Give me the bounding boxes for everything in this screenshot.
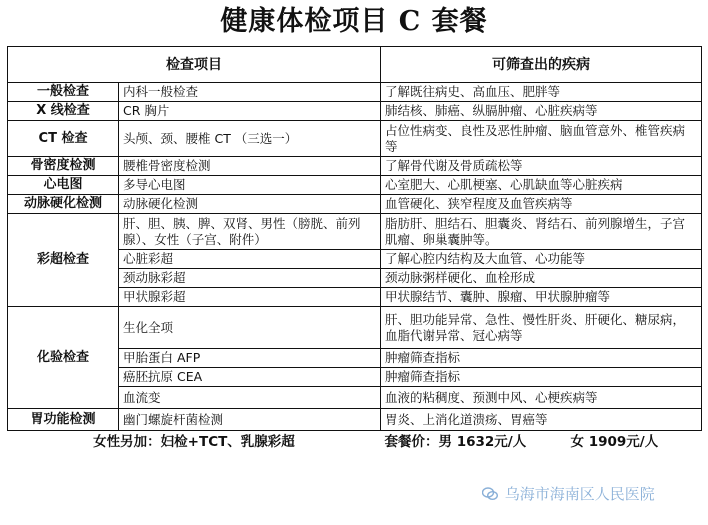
item-cell: 内科一般检查	[119, 83, 381, 102]
item-cell: 幽门螺旋杆菌检测	[119, 409, 381, 431]
watermark	[482, 483, 655, 504]
category-ct: CT 检查	[8, 121, 119, 157]
disease-cell: 脂肪肝、胆结石、胆囊炎、肾结石、前列腺增生，子宫肌瘤、卵巢囊肿等。	[381, 214, 702, 250]
table-header-row	[8, 47, 702, 83]
category-ecg: 心电图	[8, 176, 119, 195]
item-cell: 多导心电图	[119, 176, 381, 195]
item-cell: 甲胎蛋白 AFP	[119, 349, 381, 368]
disease-cell: 占位性病变、良性及恶性肿瘤、脑血管意外、椎管疾病等	[381, 121, 702, 157]
male-price: 套餐价：男 1632元/人	[384, 434, 527, 450]
header-item: 检查项目	[8, 47, 381, 83]
disease-cell: 血液的粘稠度、预测中风、心梗疾病等	[381, 387, 702, 409]
table-row	[8, 176, 702, 195]
item-cell: 癌胚抗原 CEA	[119, 368, 381, 387]
item-cell: 心脏彩超	[119, 250, 381, 269]
table-row	[8, 195, 702, 214]
disease-cell: 了解心腔内结构及大血管、心功能等	[381, 250, 702, 269]
disease-cell: 心室肥大、心肌梗塞、心肌缺血等心脏疾病	[381, 176, 702, 195]
disease-cell: 甲状腺结节、囊肿、腺瘤、甲状腺肿瘤等	[381, 288, 702, 307]
table-row	[8, 121, 702, 157]
item-cell: 肝、胆、胰、脾、双肾、男性（膀胱、前列腺）、女性（子宫、附件）	[119, 214, 381, 250]
disease-cell: 肿瘤筛查指标	[381, 368, 702, 387]
disease-cell: 肝、胆功能异常、急性、慢性肝炎、肝硬化、糖尿病，血脂代谢异常、冠心病等	[381, 307, 702, 349]
item-cell: 动脉硬化检测	[119, 195, 381, 214]
disease-cell: 了解既往病史、高血压、肥胖等	[381, 83, 702, 102]
category-bone: 骨密度检测	[8, 157, 119, 176]
price-cell	[381, 431, 702, 454]
item-cell: 甲状腺彩超	[119, 288, 381, 307]
table-row	[8, 157, 702, 176]
category-lab: 化验检查	[8, 307, 119, 409]
category-xray: X 线检查	[8, 102, 119, 121]
table-row	[8, 83, 702, 102]
disease-cell: 颈动脉粥样硬化、血栓形成	[381, 269, 702, 288]
disease-cell: 胃炎、上消化道溃疡、胃癌等	[381, 409, 702, 431]
disease-cell: 肿瘤筛查指标	[381, 349, 702, 368]
table-row	[8, 214, 702, 250]
item-cell: 颈动脉彩超	[119, 269, 381, 288]
disease-cell: 了解骨代谢及骨质疏松等	[381, 157, 702, 176]
category-artery: 动脉硬化检测	[8, 195, 119, 214]
wechat-icon	[482, 487, 498, 501]
table-row	[8, 307, 702, 349]
package-table	[7, 46, 702, 453]
table-row	[8, 102, 702, 121]
footer-row	[8, 431, 702, 454]
header-disease: 可筛查出的疾病	[381, 47, 702, 83]
item-cell: CR 胸片	[119, 102, 381, 121]
disease-cell: 肺结核、肺癌、纵膈肿瘤、心脏疾病等	[381, 102, 702, 121]
item-cell: 腰椎骨密度检测	[119, 157, 381, 176]
female-price: 女 1909元/人	[570, 434, 659, 450]
page-title: 健康体检项目 C 套餐	[220, 6, 488, 37]
item-cell: 血流变	[119, 387, 381, 409]
category-ultrasound: 彩超检查	[8, 214, 119, 307]
item-cell: 生化全项	[119, 307, 381, 349]
disease-cell: 血管硬化、狭窄程度及血管疾病等	[381, 195, 702, 214]
table-row	[8, 409, 702, 431]
category-gastric: 胃功能检测	[8, 409, 119, 431]
female-extra-note: 女性另加：妇检+TCT、乳腺彩超	[93, 434, 295, 450]
category-general: 一般检查	[8, 83, 119, 102]
watermark-text: 乌海市海南区人民医院	[504, 485, 655, 503]
item-cell: 头颅、颈、腰椎 CT （三选一）	[119, 121, 381, 157]
